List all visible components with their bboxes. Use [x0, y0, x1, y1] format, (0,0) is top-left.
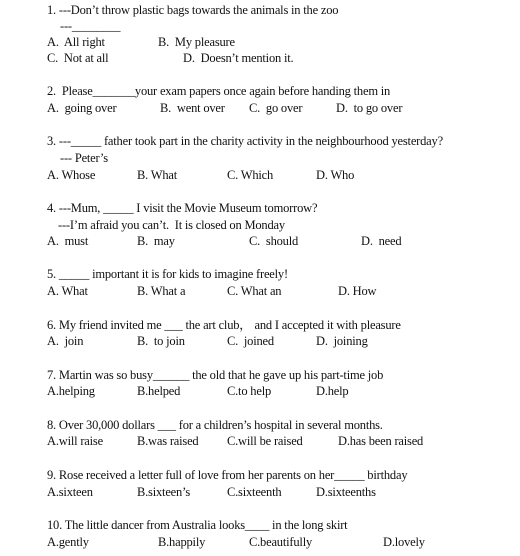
question-2-option-b: B. went over: [160, 101, 225, 115]
question-1-option-a: A. All right: [47, 35, 105, 49]
question-2-option-a: A. going over: [47, 101, 117, 115]
question-3-answer-line: --- Peter’s: [60, 151, 108, 165]
question-2-stem: 2. Please_______your exam papers once again before handing them in: [47, 84, 391, 98]
question-9-option-d: D.sixteenths: [316, 485, 376, 499]
question-7-option-b: B.helped: [137, 384, 181, 398]
question-8-option-b: B.was raised: [137, 434, 199, 448]
question-6-stem: 6. My friend invited me ___ the art club， and I accepted it with pleasure: [47, 318, 401, 332]
question-3-option-a: A. Whose: [47, 168, 96, 182]
question-1-stem: 1. ---Don’t throw plastic bags towards the animals in the zoo: [47, 3, 339, 17]
question-6-option-c: C. joined: [227, 334, 274, 348]
question-4-option-c: C. should: [249, 234, 299, 248]
question-9-option-a: A.sixteen: [47, 485, 93, 499]
question-5-option-c: C. What an: [227, 284, 282, 298]
question-7-option-a: A.helping: [47, 384, 95, 398]
question-4-stem: 4. ---Mum, _____ I visit the Movie Museum tomorrow?: [47, 201, 318, 215]
question-7-option-c: C.to help: [227, 384, 272, 398]
question-3-option-c: C. Which: [227, 168, 274, 182]
question-10-option-b: B.happily: [158, 535, 206, 549]
question-8-option-d: D.has been raised: [338, 434, 424, 448]
question-8-stem: 8. Over 30,000 dollars ___ for a children’s hospital in several months.: [47, 418, 383, 432]
question-7-stem: 7. Martin was so busy______ the old that he gave up his part-time job: [47, 368, 384, 382]
question-4-answer-line: ---I’m afraid you can’t. It is closed on Monday: [58, 218, 285, 232]
question-1-option-b: B. My pleasure: [158, 35, 235, 49]
question-6-option-d: D. joining: [316, 334, 368, 348]
question-1-option-c: C. Not at all: [47, 51, 109, 65]
question-6-option-a: A. join: [47, 334, 84, 348]
question-1-answer-line: ---________: [60, 19, 121, 33]
question-7-option-d: D.help: [316, 384, 349, 398]
question-5-option-a: A. What: [47, 284, 88, 298]
question-3-option-d: D. Who: [316, 168, 355, 182]
question-2-option-c: C. go over: [249, 101, 303, 115]
question-10-option-a: A.gently: [47, 535, 89, 549]
question-5-option-b: B. What a: [137, 284, 186, 298]
question-8-option-c: C.will be raised: [227, 434, 303, 448]
question-4-option-b: B. may: [137, 234, 175, 248]
question-10-stem: 10. The little dancer from Australia looks____ in the long skirt: [47, 518, 348, 532]
question-5-stem: 5. _____ important it is for kids to imagine freely!: [47, 267, 288, 281]
question-9-option-c: C.sixteenth: [227, 485, 282, 499]
question-4-option-a: A. must: [47, 234, 89, 248]
question-10-option-d: D.lovely: [383, 535, 425, 549]
question-6-option-b: B. to join: [137, 334, 185, 348]
question-8-option-a: A.will raise: [47, 434, 103, 448]
question-1-option-d: D. Doesn’t mention it.: [183, 51, 294, 65]
question-9-stem: 9. Rose received a letter full of love from her parents on her_____ birthday: [47, 468, 408, 482]
question-2-option-d: D. to go over: [336, 101, 403, 115]
question-4-option-d: D. need: [361, 234, 402, 248]
question-3-option-b: B. What: [137, 168, 178, 182]
question-3-stem: 3. ---_____ father took part in the charity activity in the neighbourhood yesterday?: [47, 134, 443, 148]
question-10-option-c: C.beautifully: [249, 535, 313, 549]
question-5-option-d: D. How: [338, 284, 377, 298]
question-9-option-b: B.sixteen’s: [137, 485, 191, 499]
